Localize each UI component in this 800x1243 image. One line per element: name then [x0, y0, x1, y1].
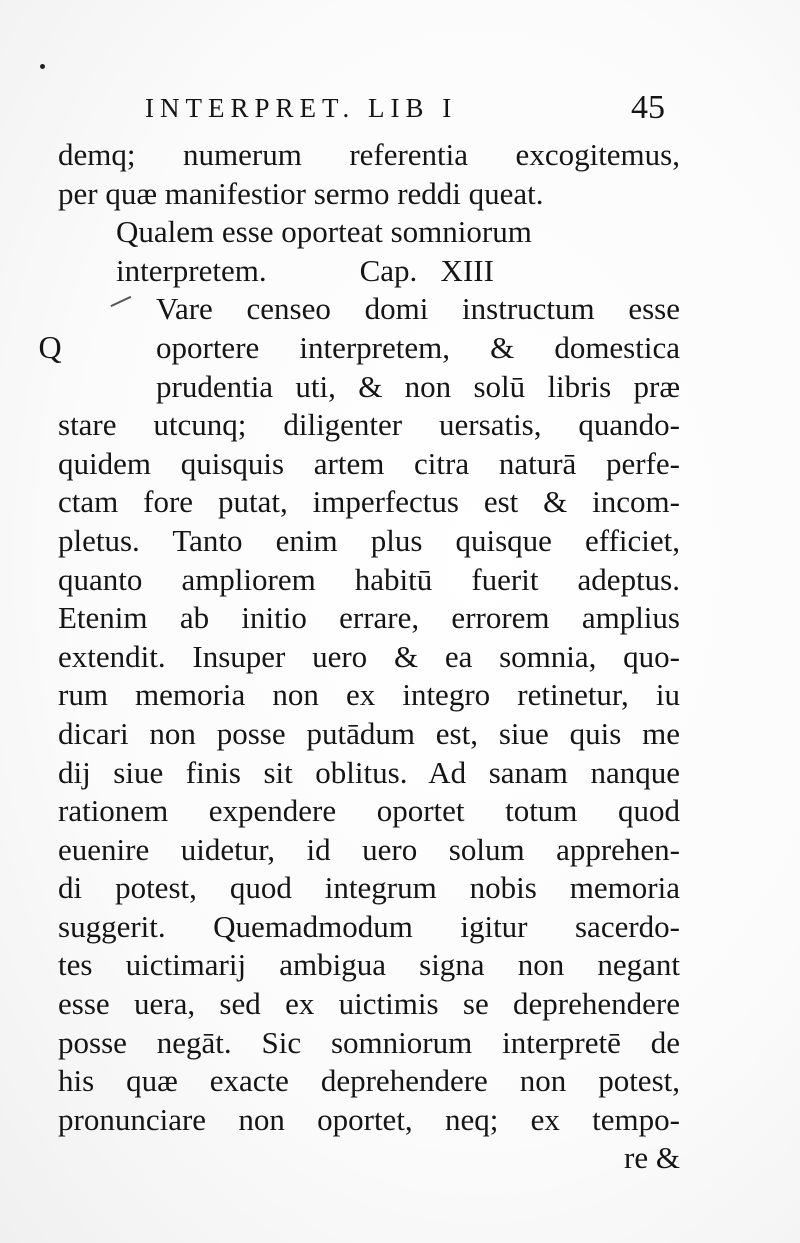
- text-line: ctam fore putat, imperfectus est & incom-: [58, 484, 680, 520]
- text-line: demq; numerum referentia excogitemus,: [58, 137, 680, 172]
- text-line: dij siue finis sit oblitus. Ad sanam nanque: [58, 754, 680, 790]
- text-line: rationem expendere oportet totum quod: [58, 793, 680, 829]
- text-line: suggerit. Quemadmodum igitur sacerdo-: [58, 908, 680, 944]
- text-line: his quæ exacte deprehendere non potest,: [58, 1063, 680, 1099]
- text-line: posse negāt. Sic somniorum interpretē de: [58, 1024, 680, 1060]
- text-line: Vare censeo domi instructum esse: [156, 291, 680, 327]
- running-title: INTERPRET. LIB I: [145, 93, 458, 123]
- page-number: 45: [631, 89, 665, 126]
- chapter-heading: Qualem esse oporteat somniorum: [116, 214, 532, 250]
- text-line: prudentia uti, & non solū libris præ: [156, 368, 680, 404]
- text-line: rum memoria non ex integro retinetur, iu: [58, 677, 680, 713]
- text-line: di potest, quod integrum nobis memoria: [58, 870, 680, 906]
- catchword: re &: [624, 1140, 680, 1176]
- body-text: [58, 136, 680, 1178]
- ink-speck: [40, 64, 45, 69]
- text-line: Etenim ab initio errare, errorem amplius: [58, 600, 680, 636]
- text-line: stare utcunq; diligenter uersatis, quando-: [58, 407, 680, 443]
- text-line: dicari non posse putādum est, siue quis me: [58, 715, 680, 751]
- text-line: pletus. Tanto enim plus quisque efficiet,: [58, 522, 680, 558]
- running-head: [145, 86, 665, 130]
- guide-initial-letter: Q: [38, 329, 62, 365]
- text-line: quidem quisquis artem citra naturā perfe-: [58, 445, 680, 481]
- text-line: tes uictimarij ambigua signa non negant: [58, 947, 680, 983]
- text-line: oportere interpretem, & domestica: [156, 329, 680, 365]
- text-line: euenire uidetur, id uero solum apprehen-: [58, 831, 680, 867]
- text-line: quanto ampliorem habitū fuerit adeptus.: [58, 561, 680, 597]
- text-line: esse uera, sed ex uictimis se deprehendere: [58, 986, 680, 1022]
- text-line: per quæ manifestior sermo reddi queat.: [58, 175, 544, 211]
- chapter-heading: interpretem. Cap. XIII: [116, 252, 494, 288]
- text-line: pronunciare non oportet, neq; ex tempo-: [58, 1101, 680, 1137]
- text-line: extendit. Insuper uero & ea somnia, quo-: [58, 638, 680, 674]
